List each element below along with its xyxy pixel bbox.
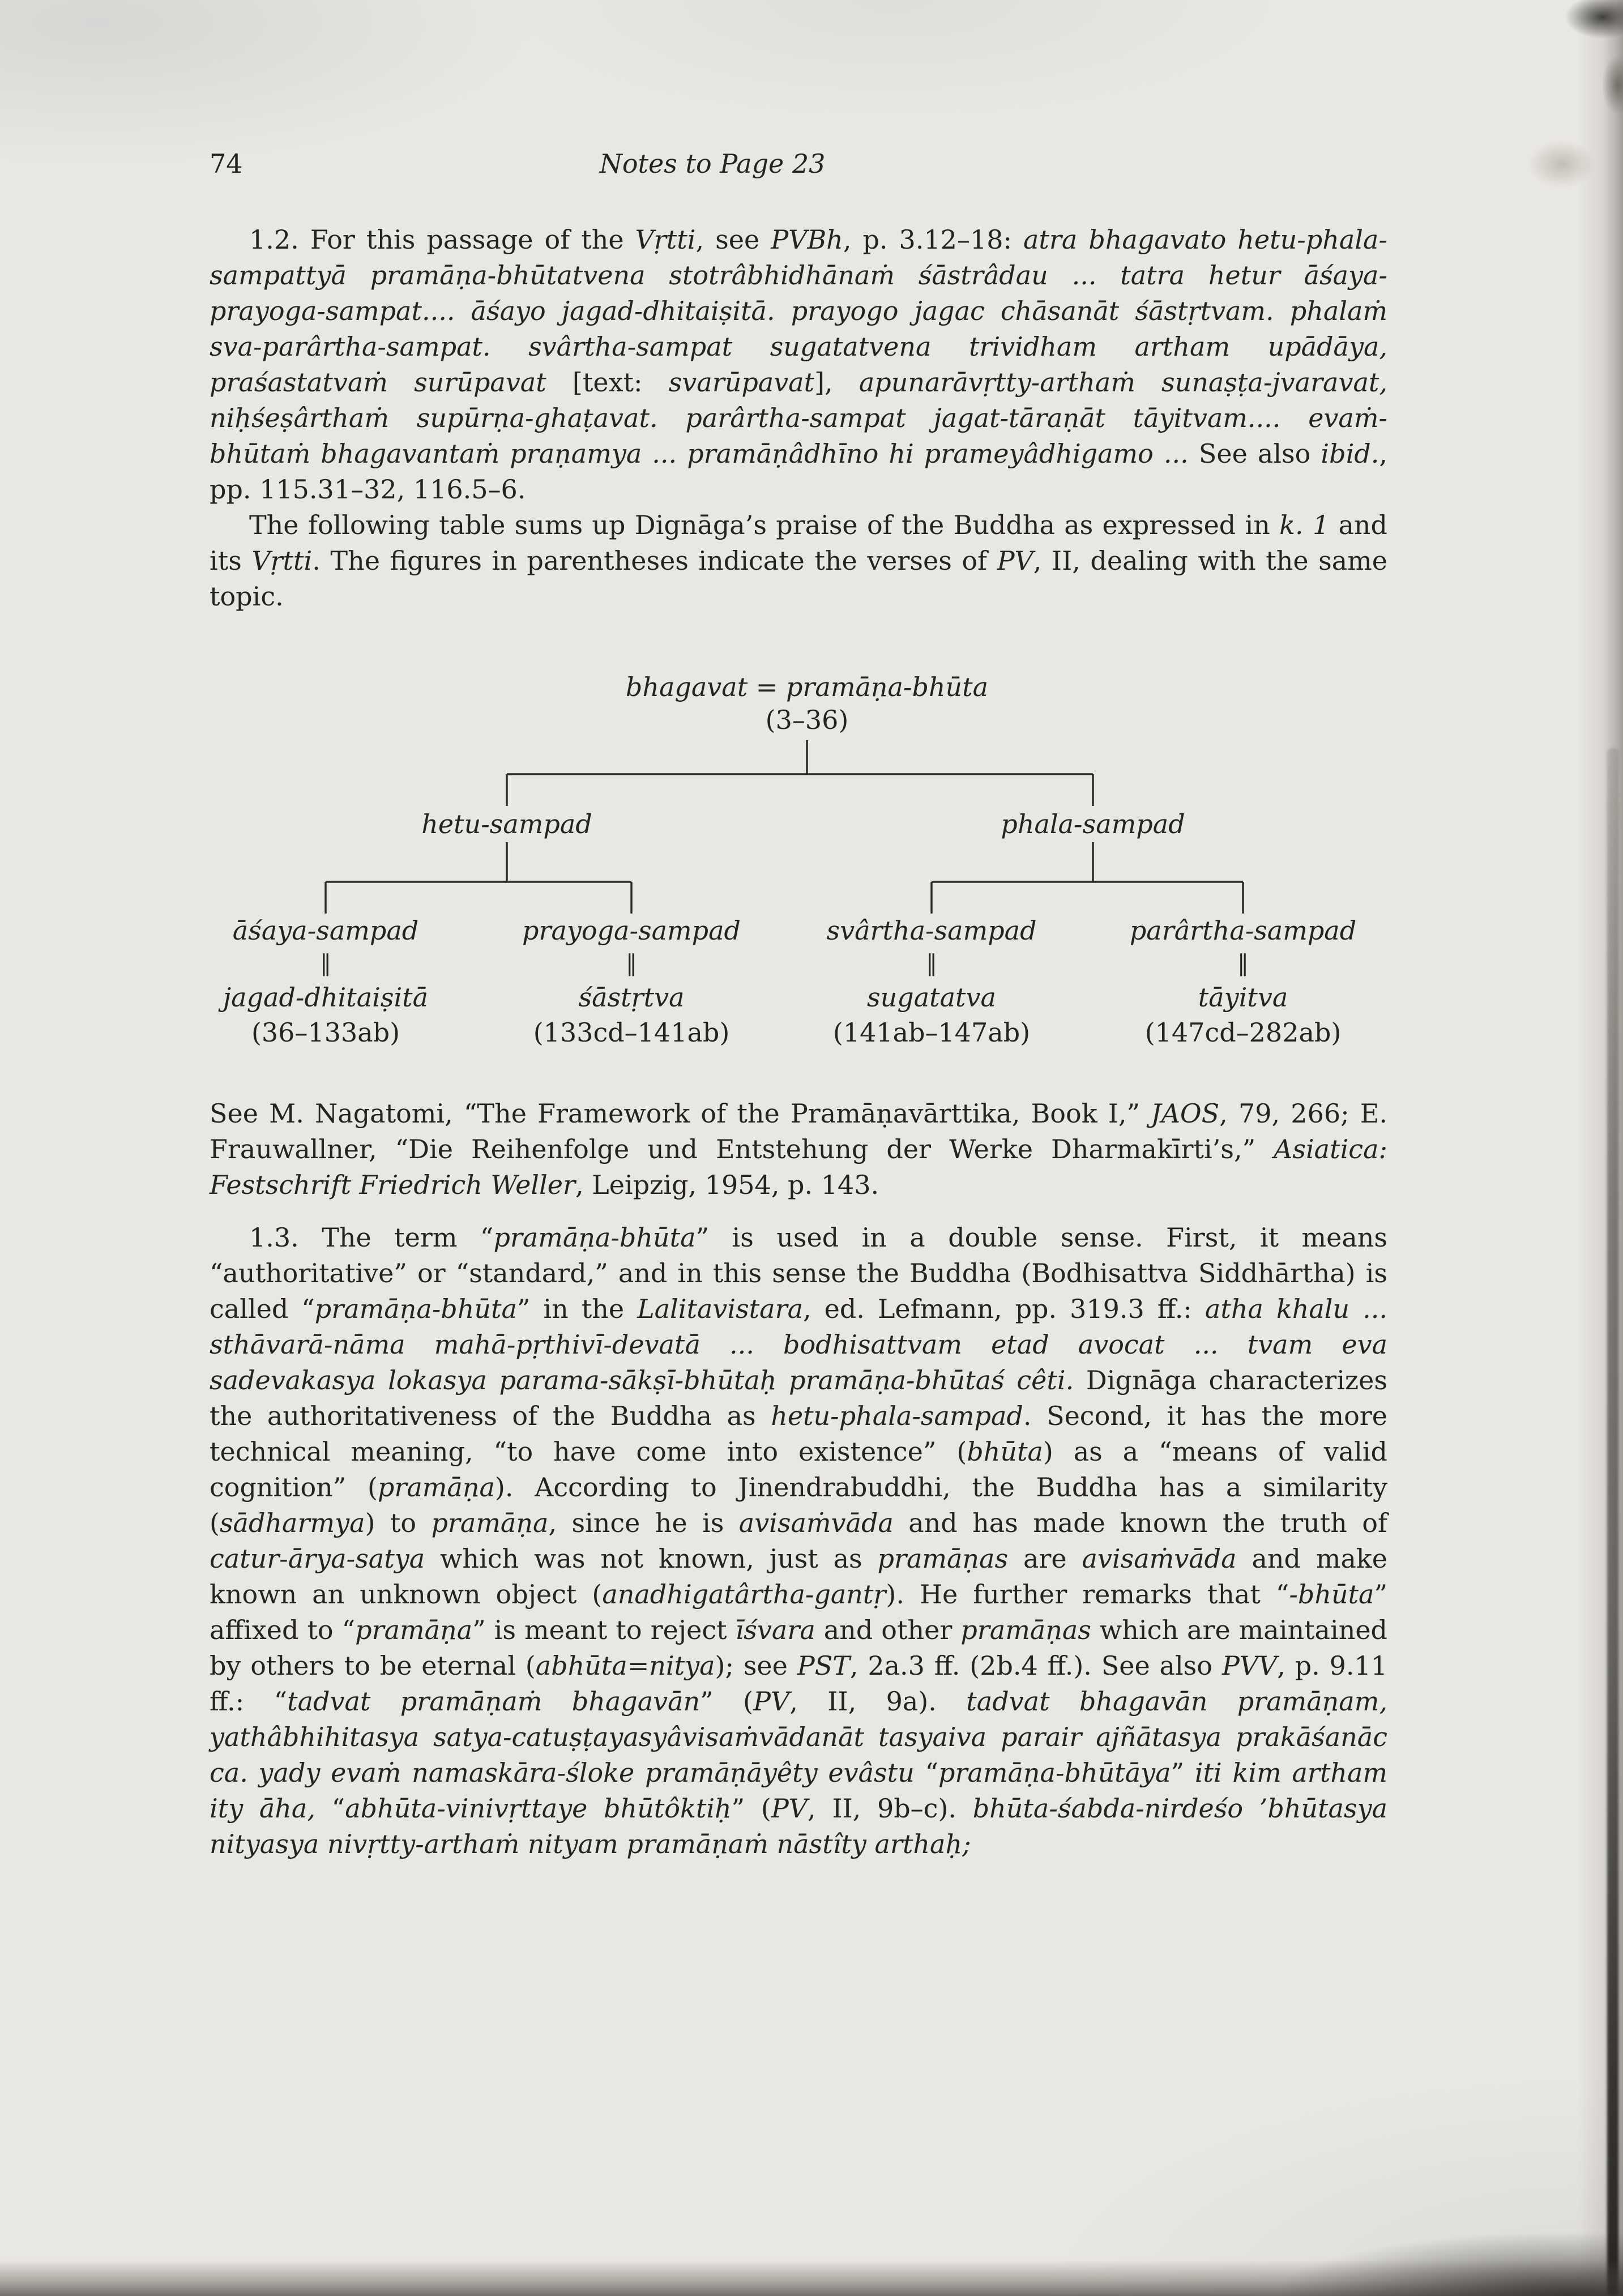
book-page-content: [210, 146, 1387, 1862]
praise-summary-tree: [210, 671, 1387, 1062]
equivalence-mark: ‖: [626, 950, 637, 976]
tree-range-4: (147cd–282ab): [1144, 1017, 1342, 1048]
page-header: [210, 146, 1387, 179]
equivalence-mark: ‖: [926, 950, 937, 976]
page-number: 74: [210, 148, 243, 179]
tree-leaf-svartha-sampad: svârtha-sampad: [826, 915, 1037, 946]
scan-artifact-bottom-right-blotch: [1272, 2231, 1623, 2296]
tree-term-tayitva: tāyitva: [1198, 982, 1288, 1013]
table-intro-paragraph: The following table sums up Dignāga’s praise of the Buddha as expressed in k. 1 and its Vṛtti. The figures in parentheses indicate the verses of PV, II, dealing with the same topic.: [210, 510, 1388, 612]
tree-term-jagad-dhitaisita: jagad-dhitaiṣitā: [223, 982, 429, 1013]
references-paragraph: See M. Nagatomi, “The Framework of the Pramāṇavārttika, Book I,” JAOS, 79, 266; E. Frauwallner, “Die Reihenfolge und Entstehung der Werke Dharmakīrti’s,” Asiatica: Festschrift Friedrich Weller, Leipzig, 1954, p. 143.: [210, 1098, 1387, 1200]
running-header-title: Notes to Page 23: [599, 148, 826, 179]
equivalence-mark: ‖: [1237, 950, 1249, 976]
scan-artifact-top-right-blotch: [1487, 0, 1623, 204]
tree-leaf-parartha-sampad: parârtha-sampad: [1129, 915, 1357, 946]
note-1-2-paragraph: 1.2. For this passage of the Vṛtti, see PVBh, p. 3.12–18: atra bhagavato hetu-phala-sampattyā pramāṇa-bhūtatvena stotrâbhidhānaṁ śāstrâdau ... tatra hetur āśaya-prayoga-sampat.... āśayo jagad-dhitaiṣitā. prayogo jagac chāsanāt śāstṛtvam. phalaṁ sva-parârtha-sampat. svârtha-sampat sugatatvena trividham artham upādāya, praśastatvaṁ surūpavat [text: svarūpavat], apunarāvṛtty-arthaṁ sunaṣṭa-jvaravat, niḥśeṣârthaṁ supūrṇa-ghaṭavat. parârtha-sampat jagat-tāraṇāt tāyitvam.... evaṁ-bhūtaṁ bhagavantaṁ praṇamya ... pramāṇâdhīno hi prameyâdhigamo ... See also ibid., pp. 115.31–32, 116.5–6.: [210, 224, 1387, 505]
note-1-3-paragraph: 1.3. The term “pramāṇa-bhūta” is used in a double sense. First, it means “authoritative” or “standard,” and in this sense the Buddha (Bodhisattva Siddhārtha) is called “pramāṇa-bhūta” in the Lalitavistara, ed. Lefmann, pp. 319.3 ff.: atha khalu ... sthāvarā-nāma mahā-pṛthivī-devatā ... bodhisattvam etad avocat ... tvam eva sadevakasya lokasya parama-sākṣī-bhūtaḥ pramāṇa-bhūtaś cêti. Dignāga characterizes the authoritativeness of the Buddha as hetu-phala-sampad. Second, it has the more technical meaning, “to have come into existence” (bhūta) as a “means of valid cognition” (pramāṇa). According to Jinendrabuddhi, the Buddha has a similarity (sādharmya) to pramāṇa, since he is avisaṁvāda and has made known the truth of catur-ārya-satya which was not known, just as pramāṇas are avisaṁvāda and make known an unknown object (anadhigatârtha-gantṛ). He further remarks that “-bhūta” affixed to “pramāṇa” is meant to reject īśvara and other pramāṇas which are maintained by others to be eternal (abhūta=nitya); see PST, 2a.3 ff. (2b.4 ff.). See also PVV, p. 9.11 ff.: “tadvat pramāṇaṁ bhagavān” (PV, II, 9a). tadvat bhagavān pramāṇam, yathâbhihitasya satya-catuṣṭayasyâvisaṁvādanāt tasyaiva parair ajñātasya prakāśanāc ca. yady evaṁ namaskāra-śloke pramāṇāyêty evâstu “pramāṇa-bhūtāya” iti kim artham ity āha, “abhūta-vinivṛttaye bhūtôktiḥ” (PV, II, 9b–c). bhūta-śabda-nirdeśo ’bhūtasya nityasya nivṛtty-arthaṁ nityam pramāṇaṁ nāstîty arthaḥ;: [210, 1222, 1388, 1859]
tree-term-sastrtva: śāstṛtva: [578, 982, 685, 1013]
tree-root-range: (3–36): [765, 705, 849, 735]
tree-branch-hetu-sampad: hetu-sampad: [421, 809, 592, 839]
scan-artifact-right-streak: [1607, 748, 1618, 2296]
tree-range-1: (36–133ab): [251, 1017, 400, 1048]
equivalence-mark: ‖: [320, 950, 331, 976]
tree-range-2: (133cd–141ab): [533, 1017, 730, 1048]
tree-term-sugatatva: sugatatva: [867, 982, 996, 1013]
tree-leaf-asaya-sampad: āśaya-sampad: [232, 915, 419, 946]
tree-branch-phala-sampad: phala-sampad: [1001, 809, 1185, 839]
tree-leaf-prayoga-sampad: prayoga-sampad: [522, 915, 741, 946]
tree-range-3: (141ab–147ab): [832, 1017, 1031, 1048]
tree-root-label: bhagavat = pramāṇa-bhūta: [625, 672, 989, 702]
